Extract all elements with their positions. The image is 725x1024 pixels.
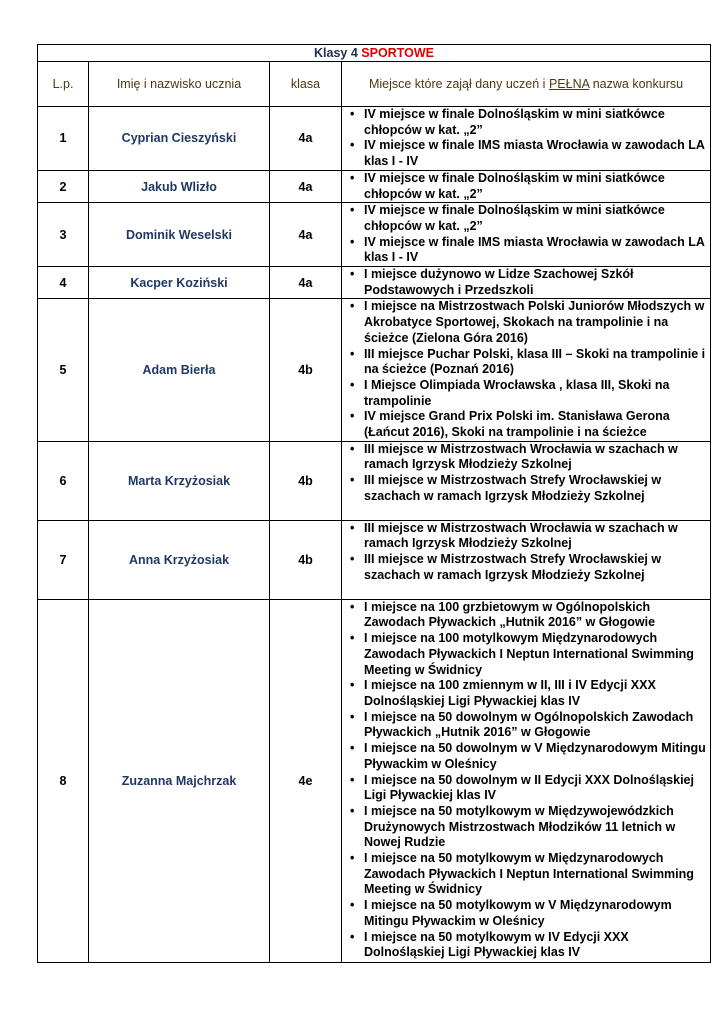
achievement-item: • I miejsce na Mistrzostwach Polski Juniorów Młodszych w Akrobatyce Sportowej, Skokach na trampolinie i na ścieżce (Zielona Góra 2016) xyxy=(364,299,710,346)
header-miejsce xyxy=(342,62,711,107)
achievement-item: • IV miejsce w finale Dolnośląskim w mini siatkówce chłopców w kat. „2” xyxy=(364,203,710,234)
row-student-name: Anna Krzyżosiak xyxy=(89,520,270,599)
achievement-item: • III miejsce w Mistrzostwach Wrocławia w szachach w ramach Igrzysk Młodzieży Szkolnej xyxy=(364,521,710,552)
table-row xyxy=(38,170,711,202)
table-row xyxy=(38,441,711,520)
achievement-list xyxy=(342,299,710,440)
row-klasa: 4b xyxy=(270,520,342,599)
header-miejsce-before: Miejsce które zajął dany uczeń i xyxy=(368,76,546,91)
row-achievements xyxy=(342,107,711,171)
achievement-item: • I miejsce na 50 dowolnym w Ogólnopolskich Zawodach Pływackich „Hutnik 2016” w Głogowie xyxy=(364,710,710,741)
row-lp: 6 xyxy=(38,441,89,520)
row-lp: 5 xyxy=(38,299,89,441)
table-row xyxy=(38,299,711,441)
achievement-list xyxy=(342,267,710,298)
achievement-item: • IV miejsce w finale Dolnośląskim w mini siatkówce chłopców w kat. „2” xyxy=(364,107,710,138)
header-miejsce-after: nazwa konkursu xyxy=(592,76,684,91)
row-student-name: Marta Krzyżosiak xyxy=(89,441,270,520)
row-achievements xyxy=(342,520,711,599)
row-klasa: 4b xyxy=(270,441,342,520)
header-row xyxy=(38,62,711,107)
row-student-name: Adam Bierła xyxy=(89,299,270,441)
table-row xyxy=(38,599,711,962)
table-row xyxy=(38,203,711,267)
row-klasa: 4b xyxy=(270,299,342,441)
achievement-item: • I miejsce dużynowo w Lidze Szachowej Szkół Podstawowych i Przedszkoli xyxy=(364,267,710,298)
results-table xyxy=(37,44,711,963)
row-student-name: Kacper Koziński xyxy=(89,267,270,299)
achievement-item: • III miejsce w Mistrzostwach Wrocławia w szachach w ramach Igrzysk Młodzieży Szkolnej xyxy=(364,442,710,473)
row-lp: 1 xyxy=(38,107,89,171)
achievement-list xyxy=(342,442,710,505)
achievement-item: • I miejsce na 50 dowolnym w V Międzynarodowym Mitingu Pływackim w Oleśnicy xyxy=(364,741,710,772)
row-student-name: Zuzanna Majchrzak xyxy=(89,599,270,962)
row-student-name: Jakub Wlizło xyxy=(89,170,270,202)
table-row xyxy=(38,107,711,171)
achievement-item: • IV miejsce w finale Dolnośląskim w mini siatkówce chłopców w kat. „2” xyxy=(364,171,710,202)
row-achievements xyxy=(342,441,711,520)
achievement-item: • I Miejsce Olimpiada Wrocławska , klasa III, Skoki na trampolinie xyxy=(364,378,710,409)
row-klasa: 4a xyxy=(270,203,342,267)
row-achievements xyxy=(342,267,711,299)
achievement-item: • I miejsce na 100 motylkowym Międzynarodowych Zawodach Pływackich I Neptun International Swimming Meeting w Świdnicy xyxy=(364,631,710,678)
achievement-item: • I miejsce na 50 dowolnym w II Edycji XXX Dolnośląskiej Ligi Pływackiej klas IV xyxy=(364,773,710,804)
title-accent: SPORTOWE xyxy=(361,45,434,60)
row-klasa: 4e xyxy=(270,599,342,962)
row-lp: 4 xyxy=(38,267,89,299)
achievement-item: • III miejsce w Mistrzostwach Strefy Wrocławskiej w szachach w ramach Igrzysk Młodzieży Szkolnej xyxy=(364,552,710,583)
row-lp: 8 xyxy=(38,599,89,962)
title-prefix: Klasy 4 xyxy=(314,45,358,60)
row-student-name: Cyprian Cieszyński xyxy=(89,107,270,171)
row-achievements xyxy=(342,170,711,202)
row-lp: 3 xyxy=(38,203,89,267)
row-klasa: 4a xyxy=(270,170,342,202)
achievement-list xyxy=(342,171,710,202)
row-achievements xyxy=(342,203,711,267)
row-lp: 2 xyxy=(38,170,89,202)
row-achievements xyxy=(342,599,711,962)
row-klasa: 4a xyxy=(270,267,342,299)
achievement-item: • I miejsce na 100 grzbietowym w Ogólnopolskich Zawodach Pływackich „Hutnik 2016” w Głogowie xyxy=(364,600,710,631)
achievement-list xyxy=(342,203,710,266)
achievement-item: • I miejsce na 100 zmiennym w II, III i IV Edycji XXX Dolnośląskiej Ligi Pływackiej klas IV xyxy=(364,678,710,709)
achievement-item: • I miejsce na 50 motylkowym w IV Edycji XXX Dolnośląskiej Ligi Pływackiej klas IV xyxy=(364,930,710,961)
table-title xyxy=(38,45,711,62)
achievement-item: • I miejsce na 50 motylkowym w Międzywojewódzkich Drużynowych Mistrzostwach Młodzików 11 letnich w Nowej Rudzie xyxy=(364,804,710,851)
achievement-list xyxy=(342,107,710,170)
header-lp: L.p. xyxy=(38,62,89,107)
row-lp: 7 xyxy=(38,520,89,599)
achievement-list xyxy=(342,600,710,961)
table-row xyxy=(38,520,711,599)
header-miejsce-underlined: PEŁNA xyxy=(548,76,590,91)
header-klasa: klasa xyxy=(270,62,342,107)
achievement-item: • III miejsce w Mistrzostwach Strefy Wrocławskiej w szachach w ramach Igrzysk Młodzieży Szkolnej xyxy=(364,473,710,504)
achievement-item: • III miejsce Puchar Polski, klasa III – Skoki na trampolinie i na ścieżce (Poznań 2016) xyxy=(364,347,710,378)
header-name: Imię i nazwisko ucznia xyxy=(89,62,270,107)
achievement-item: • I miejsce na 50 motylkowym w V Międzynarodowym Mitingu Pływackim w Oleśnicy xyxy=(364,898,710,929)
achievement-item: • IV miejsce w finale IMS miasta Wrocławia w zawodach LA klas I - IV xyxy=(364,235,710,266)
achievement-list xyxy=(342,521,710,584)
row-achievements xyxy=(342,299,711,441)
achievement-item: • IV miejsce w finale IMS miasta Wrocławia w zawodach LA klas I - IV xyxy=(364,138,710,169)
achievement-item: • IV miejsce Grand Prix Polski im. Stanisława Gerona (Łańcut 2016), Skoki na trampolinie i na ścieżce xyxy=(364,409,710,440)
achievement-item: • I miejsce na 50 motylkowym w Międzynarodowych Zawodach Pływackich I Neptun International Swimming Meeting w Świdnicy xyxy=(364,851,710,898)
table-row xyxy=(38,267,711,299)
row-student-name: Dominik Weselski xyxy=(89,203,270,267)
row-klasa: 4a xyxy=(270,107,342,171)
